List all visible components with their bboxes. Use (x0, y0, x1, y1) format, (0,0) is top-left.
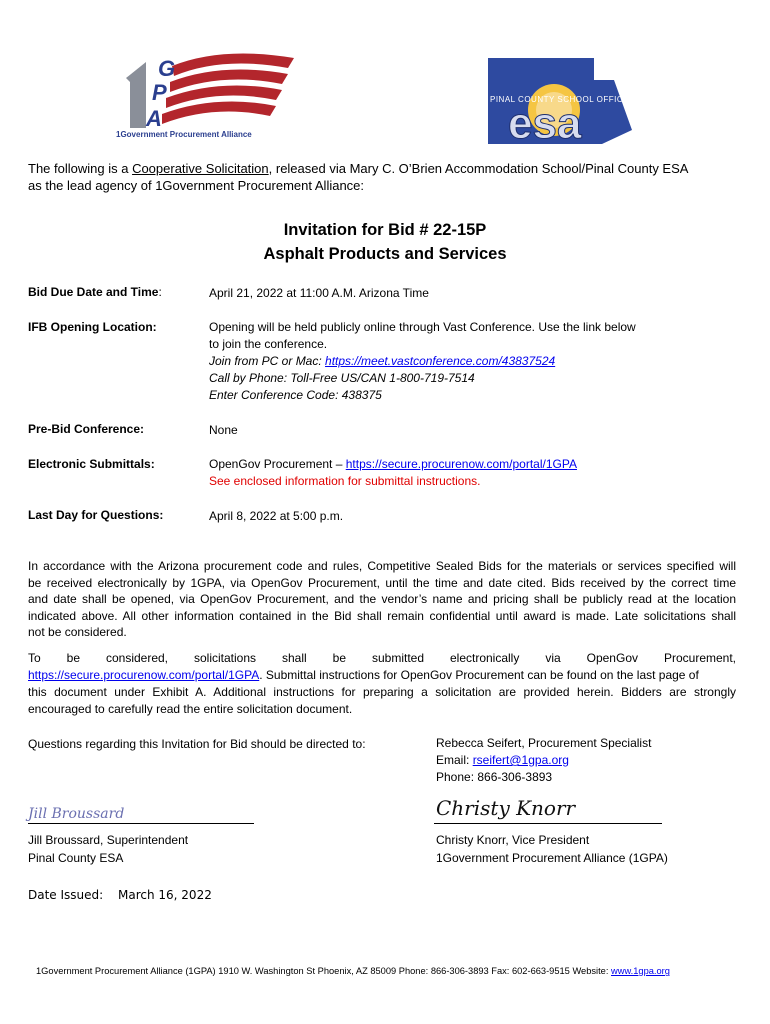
submission-paragraph: To be considered, solicitations shall be submitted electronically via OpenGov Procurement, https://secure.procurenow.com/portal/1GPA. Submittal instructions for OpenGov Procurement can be found on the last page of this document under Exhibit A. Additional instructions for preparing a solicitation are provided herein. Bidders are strongly encouraged to carefully read the entire solicitation document. (28, 651, 736, 716)
vast-conference-link[interactable]: https://meet.vastconference.com/43837524 (325, 354, 556, 368)
questions-text: Questions regarding this Invitation for Bid should be directed to: (28, 737, 366, 751)
last-day-value: April 8, 2022 at 5:00 p.m. (209, 509, 344, 523)
intro-text: The following is a Cooperative Solicitation, released via Mary C. O’Brien Accommodation School/Pinal County ESA as the lead agency of 1Government Procurement Alliance: (28, 161, 689, 193)
svg-text:A: A (146, 106, 162, 130)
svg-text:PINAL COUNTY SCHOOL OFFICE: PINAL COUNTY SCHOOL OFFICE (490, 95, 629, 104)
ifb-opening-label: IFB Opening Location: (28, 320, 157, 334)
prebid-value: None (209, 423, 238, 437)
prebid-label: Pre-Bid Conference: (28, 422, 145, 436)
date-issued-label: Date Issued: (28, 888, 104, 902)
contact-block: Rebecca Seifert, Procurement Specialist Email: rseifert@1gpa.org Phone: 866-306-3893 (436, 736, 652, 784)
gpa-flag-icon (112, 48, 302, 130)
website-link[interactable]: www.1gpa.org (611, 966, 670, 976)
bid-due-label: Bid Due Date and Time: (28, 285, 162, 299)
last-day-label: Last Day for Questions: (28, 508, 164, 522)
right-signer: Christy Knorr, Vice President 1Government Procurement Alliance (1GPA) (436, 833, 668, 865)
contact-email-link[interactable]: rseifert@1gpa.org (472, 753, 569, 767)
right-signature-line (434, 822, 662, 824)
bid-due-value: April 21, 2022 at 11:00 A.M. Arizona Time (209, 286, 429, 300)
left-signer: Jill Broussard, Superintendent Pinal County ESA (28, 833, 189, 865)
gpa-logo (112, 48, 302, 144)
left-signature-line (28, 822, 254, 824)
page-title: Invitation for Bid # 22-15P Asphalt Products and Services (263, 221, 507, 263)
date-issued-value: March 16, 2022 (118, 888, 212, 902)
svg-text:P: P (152, 80, 167, 105)
footer: 1Government Procurement Alliance (1GPA) 1910 W. Washington St Phoenix, AZ 85009 Phone: 866-306-3893 Fax: 602-663-9515 Website: www.1gpa.org (36, 966, 670, 976)
procurenow-link-2[interactable]: https://secure.procurenow.com/portal/1GPA (28, 668, 260, 682)
procurenow-link[interactable]: https://secure.procurenow.com/portal/1GPA (345, 457, 577, 471)
procurement-paragraph: In accordance with the Arizona procurement code and rules, Competitive Sealed Bids for the materials or services specified will be received electronically by 1GPA, via OpenGov Procurement, until the time and date cited. Bids received by the correct time and date shall be opened, via OpenGov Procurement, and the vendor’s name and pricing shall be publicly read at the location indicated above. All other information contained in the Bid shall remain confidential until award is made. Late solicitations shall not be considered. (28, 559, 736, 639)
esub-value: OpenGov Procurement – https://secure.procurenow.com/portal/1GPA See enclosed information for submittal instructions. (209, 457, 577, 488)
right-signature: Christy Knorr (436, 796, 576, 820)
svg-text:G: G (158, 56, 176, 81)
esa-logo (482, 50, 640, 146)
svg-text:esa: esa (508, 99, 582, 146)
left-signature: Jill Broussard (28, 806, 125, 822)
esub-label: Electronic Submittals: (28, 457, 155, 471)
cooperative-solicitation-text: Cooperative Solicitation (132, 161, 269, 176)
ifb-opening-value: Opening will be held publicly online through Vast Conference. Use the link below to join the conference. Join from PC or Mac: https://meet.vastconference.com/43837524 Call by Phone: Toll-Free US/CAN 1-800-719-7514 Enter Conference Code: 438375 (209, 320, 636, 402)
gpa-caption: 1Government Procurement Alliance (116, 130, 252, 139)
